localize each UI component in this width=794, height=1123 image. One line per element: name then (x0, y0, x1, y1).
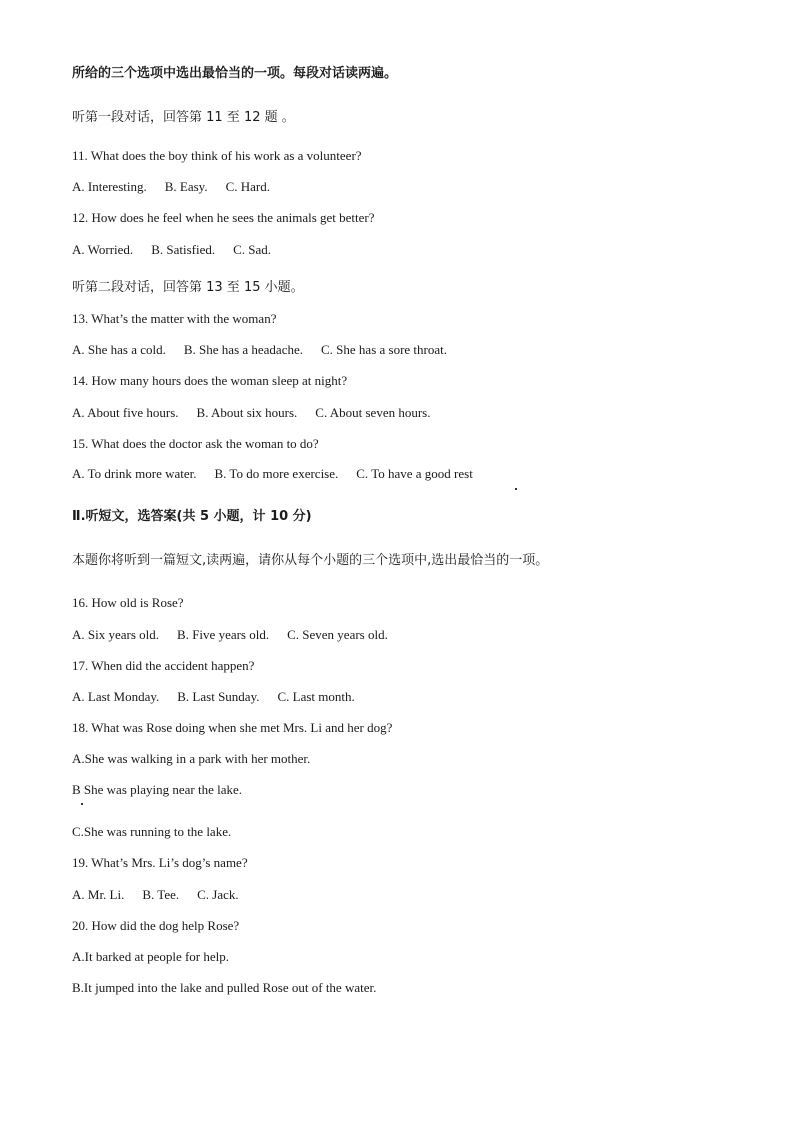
option-c[interactable]: C. Jack. (197, 887, 239, 902)
dialogue-1-heading: 听第一段对话，回答第 11 至 12 题 。 (72, 110, 295, 125)
question-13-options (72, 342, 447, 358)
question-19: 19. What’s Mrs. Li’s dog’s name? (72, 855, 248, 870)
section-2-title: Ⅱ.听短文，选答案(共 5 小题，计 10 分) (72, 509, 312, 524)
option-b[interactable]: B She was playing near the lake. (72, 782, 243, 797)
option-b[interactable]: B. About six hours. (196, 405, 298, 420)
option-b[interactable]: B. She has a headache. (183, 342, 303, 357)
question-16: 16. How old is Rose? (72, 595, 184, 610)
option-a[interactable]: A. To drink more water. (72, 466, 197, 481)
option-c[interactable]: C. To have a good rest (356, 466, 473, 481)
option-a[interactable]: A.She was walking in a park with her mother. (72, 751, 311, 766)
option-a[interactable]: A. About five hours. (72, 405, 179, 420)
stray-dot-mark (515, 488, 517, 490)
question-19-options (72, 887, 239, 903)
option-b[interactable]: B. Satisfied. (151, 242, 216, 257)
option-a[interactable]: A. Six years old. (72, 627, 160, 642)
question-16-options (72, 627, 388, 643)
question-14-options (72, 405, 431, 421)
section-2-instruction: 本题你将听到一篇短文,读两遍，请你从每个小题的三个选项中,选出最恰当的一项。 (72, 553, 549, 568)
option-b[interactable]: B.It jumped into the lake and pulled Rose out of the water. (72, 980, 377, 995)
question-20: 20. How did the dog help Rose? (72, 918, 240, 933)
question-13: 13. What’s the matter with the woman? (72, 311, 277, 326)
option-a[interactable]: A. Interesting. (72, 179, 147, 194)
option-b[interactable]: B. Tee. (142, 887, 180, 902)
option-c[interactable]: C. Seven years old. (287, 627, 388, 642)
question-18: 18. What was Rose doing when she met Mrs. Li and her dog? (72, 720, 393, 735)
question-14: 14. How many hours does the woman sleep at night? (72, 373, 348, 388)
question-12: 12. How does he feel when he sees the animals get better? (72, 210, 375, 225)
option-b[interactable]: B. To do more exercise. (214, 466, 339, 481)
option-c[interactable]: C. Sad. (233, 242, 272, 257)
option-a[interactable]: A. Mr. Li. (72, 887, 125, 902)
option-c[interactable]: C. Hard. (225, 179, 271, 194)
option-c[interactable]: C. She has a sore throat. (321, 342, 448, 357)
question-12-options (72, 242, 271, 258)
dialogue-2-heading: 听第二段对话，回答第 13 至 15 小题。 (72, 280, 304, 295)
option-a[interactable]: A.It barked at people for help. (72, 949, 230, 964)
question-11-options (72, 179, 270, 195)
option-c[interactable]: C.She was running to the lake. (72, 824, 232, 839)
question-11: 11. What does the boy think of his work as a volunteer? (72, 148, 362, 163)
option-b[interactable]: B. Last Sunday. (177, 689, 260, 704)
question-15: 15. What does the doctor ask the woman to do? (72, 436, 319, 451)
question-17-options (72, 689, 355, 705)
option-a[interactable]: A. Worried. (72, 242, 134, 257)
option-b[interactable]: B. Five years old. (177, 627, 270, 642)
option-c[interactable]: C. Last month. (277, 689, 355, 704)
option-b[interactable]: B. Easy. (164, 179, 208, 194)
section-instruction: 所给的三个选项中选出最恰当的一项。每段对话读两遍。 (72, 66, 398, 81)
option-a[interactable]: A. Last Monday. (72, 689, 160, 704)
question-17: 17. When did the accident happen? (72, 658, 255, 673)
question-15-options (72, 466, 473, 482)
option-a[interactable]: A. She has a cold. (72, 342, 166, 357)
stray-dot-mark (81, 803, 83, 805)
option-c[interactable]: C. About seven hours. (315, 405, 431, 420)
